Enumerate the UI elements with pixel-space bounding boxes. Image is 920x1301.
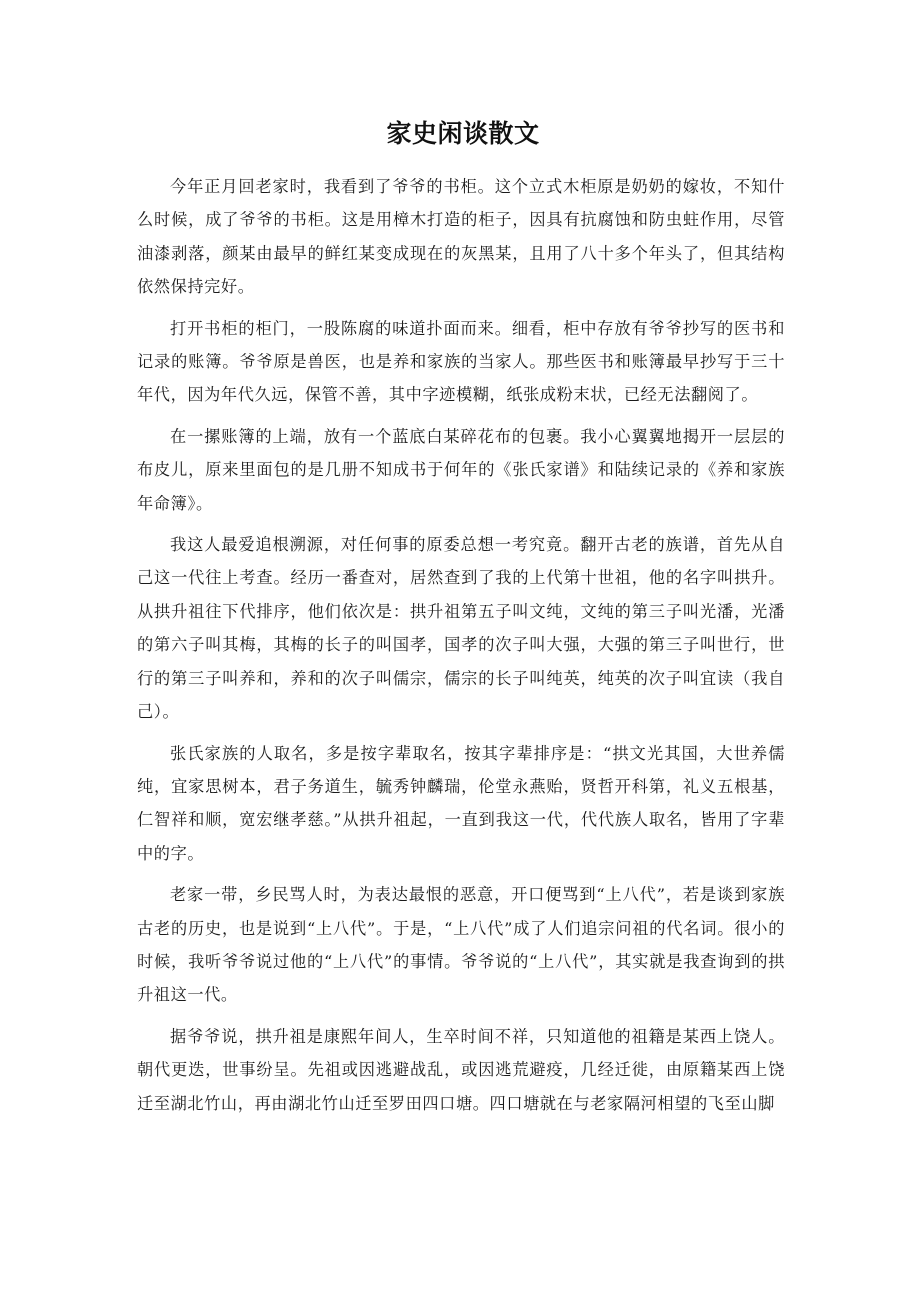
document-title: 家史闲谈散文 bbox=[386, 119, 540, 148]
paragraph-6: 老家一带，乡民骂人时，为表达最恨的恶意，开口便骂到“上八代”，若是谈到家族古老的历史，也是说到“上八代”。于是，“上八代”成了人们追宗问祖的代名词。很小的时候，我听爷爷说过他的“上八代”的事情。爷爷说的“上八代”，其实就是我查询到的拱升祖这一代。 bbox=[137, 885, 785, 1005]
paragraph-7: 据爷爷说，拱升祖是康熙年间人，生卒时间不祥，只知道他的祖籍是某西上饶人。朝代更迭，世事纷呈。先祖或因逃避战乱，或因逃荒避疫，几经迁徙，由原籍某西上饶迁至湖北竹山，再由湖北竹山迁至罗田四口塘。四口塘就在与老家隔河相望的飞至山脚 bbox=[137, 1026, 785, 1113]
paragraph-1: 今年正月回老家时，我看到了爷爷的书柜。这个立式木柜原是奶奶的嫁妆，不知什么时候，成了爷爷的书柜。这是用樟木打造的柜子，因具有抗腐蚀和防虫蛀作用，尽管油漆剥落，颜某由最早的鲜红某变成现在的灰黑某，且用了八十多个年头了，但其结构依然保持完好。 bbox=[137, 177, 785, 297]
document-body bbox=[137, 170, 785, 1120]
paragraph-4: 我这人最爱追根溯源，对任何事的原委总想一考究竟。翻开古老的族谱，首先从自己这一代往上考查。经历一番查对，居然查到了我的上代第十世祖，他的名字叫拱升。从拱升祖往下代排序，他们依次是：拱升祖第五子叫文纯，文纯的第三子叫光潘，光潘的第六子叫其梅，其梅的长子的叫国孝，国孝的次子叫大强，大强的第三子叫世行，世行的第三子叫养和，养和的次子叫儒宗，儒宗的长子叫纯英，纯英的次子叫宜读（我自己）。 bbox=[137, 535, 785, 722]
paragraph-3: 在一摞账簿的上端，放有一个蓝底白某碎花布的包裹。我小心翼翼地揭开一层层的布皮儿，原来里面包的是几册不知成书于何年的《张氏家谱》和陆续记录的《养和家族年命簿》。 bbox=[137, 426, 785, 513]
paragraph-5: 张氏家族的人取名，多是按字辈取名，按其字辈排序是：“拱文光其国，大世养儒纯，宜家思树本，君子务道生，毓秀钟麟瑞，伦堂永燕贻，贤哲开科第，礼义五根基，仁智祥和顺，宽宏继孝慈。”从拱升祖起，一直到我这一代，代代族人取名，皆用了字辈中的字。 bbox=[137, 743, 785, 863]
paragraph-2: 打开书柜的柜门，一股陈腐的味道扑面而来。细看，柜中存放有爷爷抄写的医书和记录的账簿。爷爷原是兽医，也是养和家族的当家人。那些医书和账簿最早抄写于三十年代，因为年代久远，保管不善，其中字迹模糊，纸张成粉末状，已经无法翻阅了。 bbox=[137, 318, 785, 405]
